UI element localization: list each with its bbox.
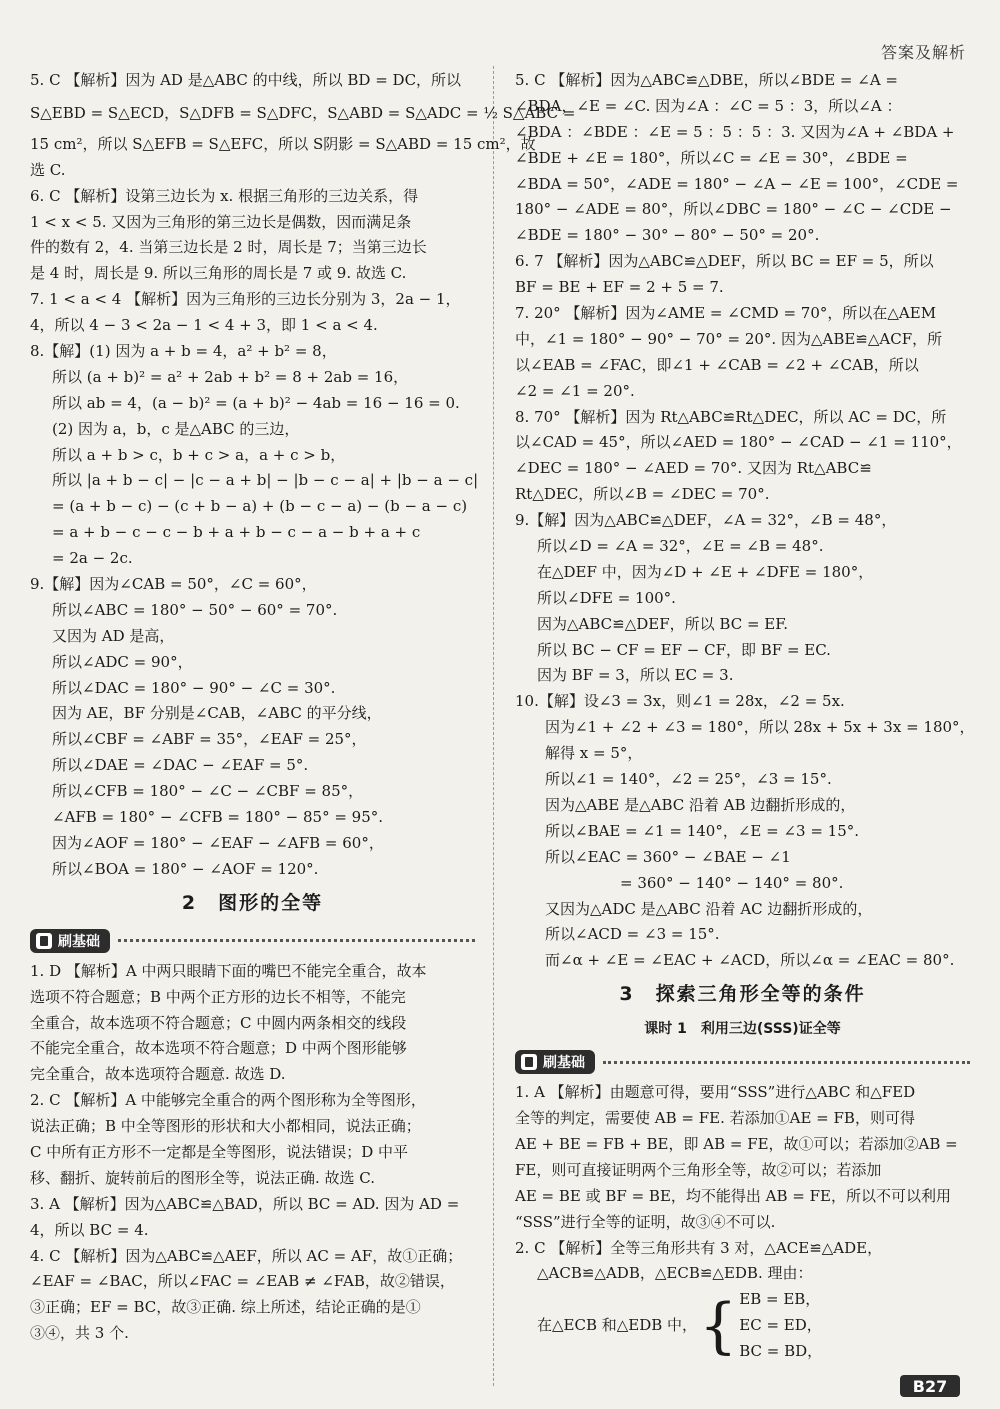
left-brace: {	[699, 1291, 738, 1362]
text-line: ③正确；EF = BC，故③正确. 综上所述，结论正确的是①	[30, 1298, 421, 1317]
text-line: (2) 因为 a，b，c 是△ABC 的三边，	[52, 419, 300, 438]
text-line: 又因为 AD 是高，	[52, 626, 175, 645]
text-line: 1. A 【解析】由题意可得，要用“SSS”进行△ABC 和△FED	[515, 1083, 916, 1102]
text-line: 所以∠EAC = 360° − ∠BAE − ∠1	[545, 847, 791, 866]
text-line: 1 < x < 5. 又因为三角形的第三边长是偶数，因而满足条	[30, 212, 412, 231]
text-line: C 中所有正方形不一定都是全等图形，说法错误；D 中平	[30, 1142, 409, 1161]
text-line: 5. C 【解析】因为 AD 是△ABC 的中线，所以 BD = DC，所以	[30, 71, 462, 89]
lesson-title: 课时 1 利用三边(SSS)证全等	[644, 1021, 841, 1038]
text-line: 6. C 【解析】设第三边长为 x. 根据三角形的三边关系，得	[30, 186, 419, 205]
dotted-rule	[603, 1061, 970, 1064]
text-line: = 2a − 2c.	[52, 549, 133, 568]
text-line: 所以∠CFB = 180° − ∠C − ∠CBF = 85°，	[52, 782, 364, 801]
text-line: FE，则可直接证明两个三角形全等，故②可以；若添加	[515, 1160, 882, 1179]
text-line: 全重合，故本选项不符合题意；C 中圆内两条相交的线段	[30, 1013, 407, 1032]
text-line: 7. 1 < a < 4 【解析】因为三角形的三边长分别为 3，2a − 1，	[30, 290, 461, 309]
text-line: 所以∠DAE = ∠DAC − ∠EAF = 5°.	[52, 756, 309, 775]
text-line: 在△DEF 中，因为∠D + ∠E + ∠DFE = 180°，	[537, 562, 874, 581]
text-line: 以∠CAD = 45°，所以∠AED = 180° − ∠CAD − ∠1 = 110°，	[515, 433, 962, 452]
text-line: 因为∠AOF = 180° − ∠EAF − ∠AFB = 60°，	[52, 833, 384, 852]
text-line: 不能完全重合，故本选项不符合题意；D 中两个图形能够	[30, 1039, 407, 1058]
brace-equation: BC = BD，	[739, 1342, 823, 1361]
text-line: “SSS”进行全等的证明，故③④不可以.	[515, 1212, 776, 1231]
text-line: 以∠EAB = ∠FAC，即∠1 + ∠CAB = ∠2 + ∠CAB，所以	[515, 355, 919, 374]
text-line: 4，所以 4 − 3 < 2a − 1 < 4 + 3，即 1 < a < 4.	[30, 316, 378, 335]
text-line: 因为 AE，BF 分别是∠CAB，∠ABC 的平分线，	[52, 704, 382, 723]
text-line: AE + BE = FB + BE，即 AB = FE，故①可以；若添加②AB =	[515, 1134, 958, 1153]
text-line: 所以∠ABC = 180° − 50° − 60° = 70°.	[52, 600, 338, 619]
text-line: = a + b − c − c − b + a + b − c − a − b + a + c	[52, 523, 421, 542]
section-title-congruent-figures: 2 图形的全等	[181, 891, 324, 914]
dotted-rule	[118, 939, 475, 942]
text-line: ∠BDE + ∠E = 180°，所以∠C = ∠E = 30°，∠BDE =	[515, 148, 908, 167]
text-line: 所以 (a + b)² = a² + 2ab + b² = 8 + 2ab = 16，	[52, 367, 409, 386]
text-line: 说法正确；B 中全等图形的形状和大小都相同，说法正确；	[30, 1117, 421, 1136]
text-line: 又因为△ADC 是△ABC 沿着 AC 边翻折形成的，	[545, 899, 873, 918]
text-line: ∠BDA，∠E = ∠C. 因为∠A ：∠C = 5 ：3，所以∠A ：	[515, 96, 902, 115]
text-line: ∠2 = ∠1 = 20°.	[515, 381, 635, 400]
text-line: 10.【解】设∠3 = 3x，则∠1 = 28x，∠2 = 5x.	[515, 692, 845, 711]
brace-equation: EC = ED，	[739, 1316, 822, 1335]
text-line: 所以∠D = ∠A = 32°，∠E = ∠B = 48°.	[537, 537, 824, 556]
text-line: 3. A 【解析】因为△ABC≌△BAD，所以 BC = AD. 因为 AD =	[30, 1194, 460, 1213]
basic-practice-badge	[515, 1050, 595, 1074]
badge-label: 刷基础	[543, 1055, 585, 1072]
text-line: 8. 70° 【解析】因为 Rt△ABC≌Rt△DEC，所以 AC = DC，所	[515, 407, 947, 426]
section-title-congruence-conditions: 3 探索三角形全等的条件	[619, 983, 866, 1006]
text-line: 2. C 【解析】全等三角形共有 3 对，△ACE≌△ADE，	[515, 1238, 883, 1257]
text-line: 所以 ab = 4，(a − b)² = (a + b)² − 4ab = 16 − 16 = 0.	[52, 393, 460, 412]
text-line: 完全重合，故本选项符合题意. 故选 D.	[30, 1065, 286, 1084]
right-answers	[515, 68, 975, 974]
text-line: 2. C 【解析】A 中能够完全重合的两个图形称为全等图形，	[30, 1091, 426, 1110]
text-line: 9.【解】因为∠CAB = 50°，∠C = 60°，	[30, 575, 317, 594]
text-line: 件的数有 2，4. 当第三边长是 2 时，周长是 7；当第三边长	[30, 238, 427, 257]
badge-label: 刷基础	[58, 933, 100, 950]
text-line: 因为△ABE 是△ABC 沿着 AB 边翻折形成的，	[545, 795, 856, 814]
text-line: BF = BE + EF = 2 + 5 = 7.	[515, 278, 724, 297]
page-header: 答案及解析	[880, 43, 966, 62]
text-line: 15 cm²，所以 S△EFB = S△EFC，所以 S阴影 = S△ABD = 15 cm²，故	[30, 134, 536, 153]
text-line: 4，所以 BC = 4.	[30, 1220, 149, 1239]
text-line: = 360° − 140° − 140° = 80°.	[545, 873, 844, 892]
text-line: 所以∠BAE = ∠1 = 140°，∠E = ∠3 = 15°.	[545, 821, 860, 840]
column-divider	[493, 66, 494, 1386]
text-line: ∠BDA = 50°，∠ADE = 180° − ∠A − ∠E = 100°，∠CDE =	[515, 174, 959, 193]
text-line: 因为∠1 + ∠2 + ∠3 = 180°，所以 28x + 5x + 3x = 180°，	[545, 718, 975, 737]
text-line: 所以 |a + b − c| − |c − a + b| − |b − c − a| + |b − a − c|	[52, 471, 479, 490]
text-line: 因为 BF = 3，所以 EC = 3.	[537, 666, 734, 685]
basic-practice-badge	[30, 929, 110, 953]
book-icon	[521, 1054, 537, 1070]
text-line: ∠AFB = 180° − ∠CFB = 180° − 85° = 95°.	[52, 808, 384, 827]
text-line: ∠BDE = 180° − 30° − 80° − 50° = 20°.	[515, 226, 820, 245]
text-line: △ACB≌△ADB，△ECB≌△EDB. 理由：	[537, 1264, 813, 1283]
text-line: 所以∠CBF = ∠ABF = 35°，∠EAF = 25°，	[52, 730, 367, 749]
text-line: = (a + b − c) − (c + b − a) + (b − c − a) − (b − a − c)	[52, 497, 468, 516]
text-line: 1. D 【解析】A 中两只眼睛下面的嘴巴不能完全重合，故本	[30, 961, 427, 980]
text-line: 9.【解】因为△ABC≌△DEF，∠A = 32°，∠B = 48°，	[515, 511, 897, 530]
text-line: ③④，共 3 个.	[30, 1324, 129, 1343]
text-line: 选 C.	[30, 160, 66, 179]
text-line: Rt△DEC，所以∠B = ∠DEC = 70°.	[515, 485, 770, 504]
text-line: 7. 20° 【解析】因为∠AME = ∠CMD = 70°，所以在△AEM	[515, 304, 937, 323]
text-line: AE = BE 或 BF = BE，均不能得出 AB = FE，所以不可以利用	[515, 1186, 951, 1205]
text-line: 所以∠BOA = 180° − ∠AOF = 120°.	[52, 859, 319, 878]
text-line: 所以 BC − CF = EF − CF，即 BF = EC.	[537, 640, 831, 659]
basic-practice-banner-right	[515, 1044, 970, 1080]
right-column	[515, 68, 975, 1365]
text-line: 所以∠ACD = ∠3 = 15°.	[545, 925, 720, 944]
text-line: 因为△ABC≌△DEF，所以 BC = EF.	[537, 614, 789, 633]
text-line: S△EBD = S△ECD，S△DFB = S△DFC，S△ABD = S△ADC = ½ S△ABC =	[30, 103, 576, 122]
text-line: 所以∠DAC = 180° − 90° − ∠C = 30°.	[52, 678, 336, 697]
text-line: 而∠α + ∠E = ∠EAC + ∠ACD，所以∠α = ∠EAC = 80°.	[545, 951, 955, 970]
text-line: 是 4 时，周长是 9. 所以三角形的周长是 7 或 9. 故选 C.	[30, 264, 407, 283]
text-line: 8.【解】(1) 因为 a + b = 4，a² + b² = 8，	[30, 342, 337, 361]
text-line: 选项不符合题意；B 中两个正方形的边长不相等，不能完	[30, 987, 406, 1006]
page-number-badge	[830, 1345, 980, 1401]
page-number: B27	[912, 1377, 948, 1396]
left-answers-section2	[30, 959, 475, 1347]
brace-equations	[739, 1287, 822, 1365]
text-line: ∠BDA ：∠BDE ：∠E = 5 ：5 ：5 ：3. 又因为∠A + ∠BDA +	[515, 122, 955, 141]
text-line: 中，∠1 = 180° − 90° − 70° = 20°. 因为△ABE≌△ACF，所	[515, 329, 943, 348]
book-icon	[36, 933, 52, 949]
text-line: 180° − ∠ADE = 80°，所以∠DBC = 180° − ∠C − ∠CDE −	[515, 200, 952, 219]
text-line: 4. C 【解析】因为△ABC≌△AEF，所以 AC = AF，故①正确；	[30, 1246, 463, 1265]
brace-equation: EB = EB，	[739, 1290, 821, 1309]
right-answers-section2	[515, 1080, 970, 1287]
text-line: ∠DEC = 180° − ∠AED = 70°. 又因为 Rt△ABC≌	[515, 459, 872, 478]
brace-lead: 在△ECB 和△EDB 中，	[537, 1316, 698, 1335]
text-line: ∠EAF = ∠BAC，所以∠FAC = ∠EAB ≠ ∠FAB，故②错误，	[30, 1272, 455, 1291]
text-line: 全等的判定，需要使 AB = FE. 若添加①AE = FB，则可得	[515, 1109, 915, 1128]
text-line: 所以∠ADC = 90°，	[52, 652, 193, 671]
text-line: 所以∠1 = 140°，∠2 = 25°，∠3 = 15°.	[545, 770, 832, 789]
text-line: 6. 7 【解析】因为△ABC≌△DEF，所以 BC = EF = 5，所以	[515, 252, 934, 271]
text-line: 解得 x = 5°，	[545, 744, 643, 763]
text-line: 5. C 【解析】因为△ABC≌△DBE，所以∠BDE = ∠A =	[515, 71, 898, 89]
text-line: 所以∠DFE = 100°.	[537, 588, 676, 607]
basic-practice-banner	[30, 923, 475, 959]
text-line: 所以 a + b > c，b + c > a，a + c > b，	[52, 445, 346, 464]
text-line: 移、翻折、旋转前后的图形全等，说法正确. 故选 C.	[30, 1168, 376, 1187]
